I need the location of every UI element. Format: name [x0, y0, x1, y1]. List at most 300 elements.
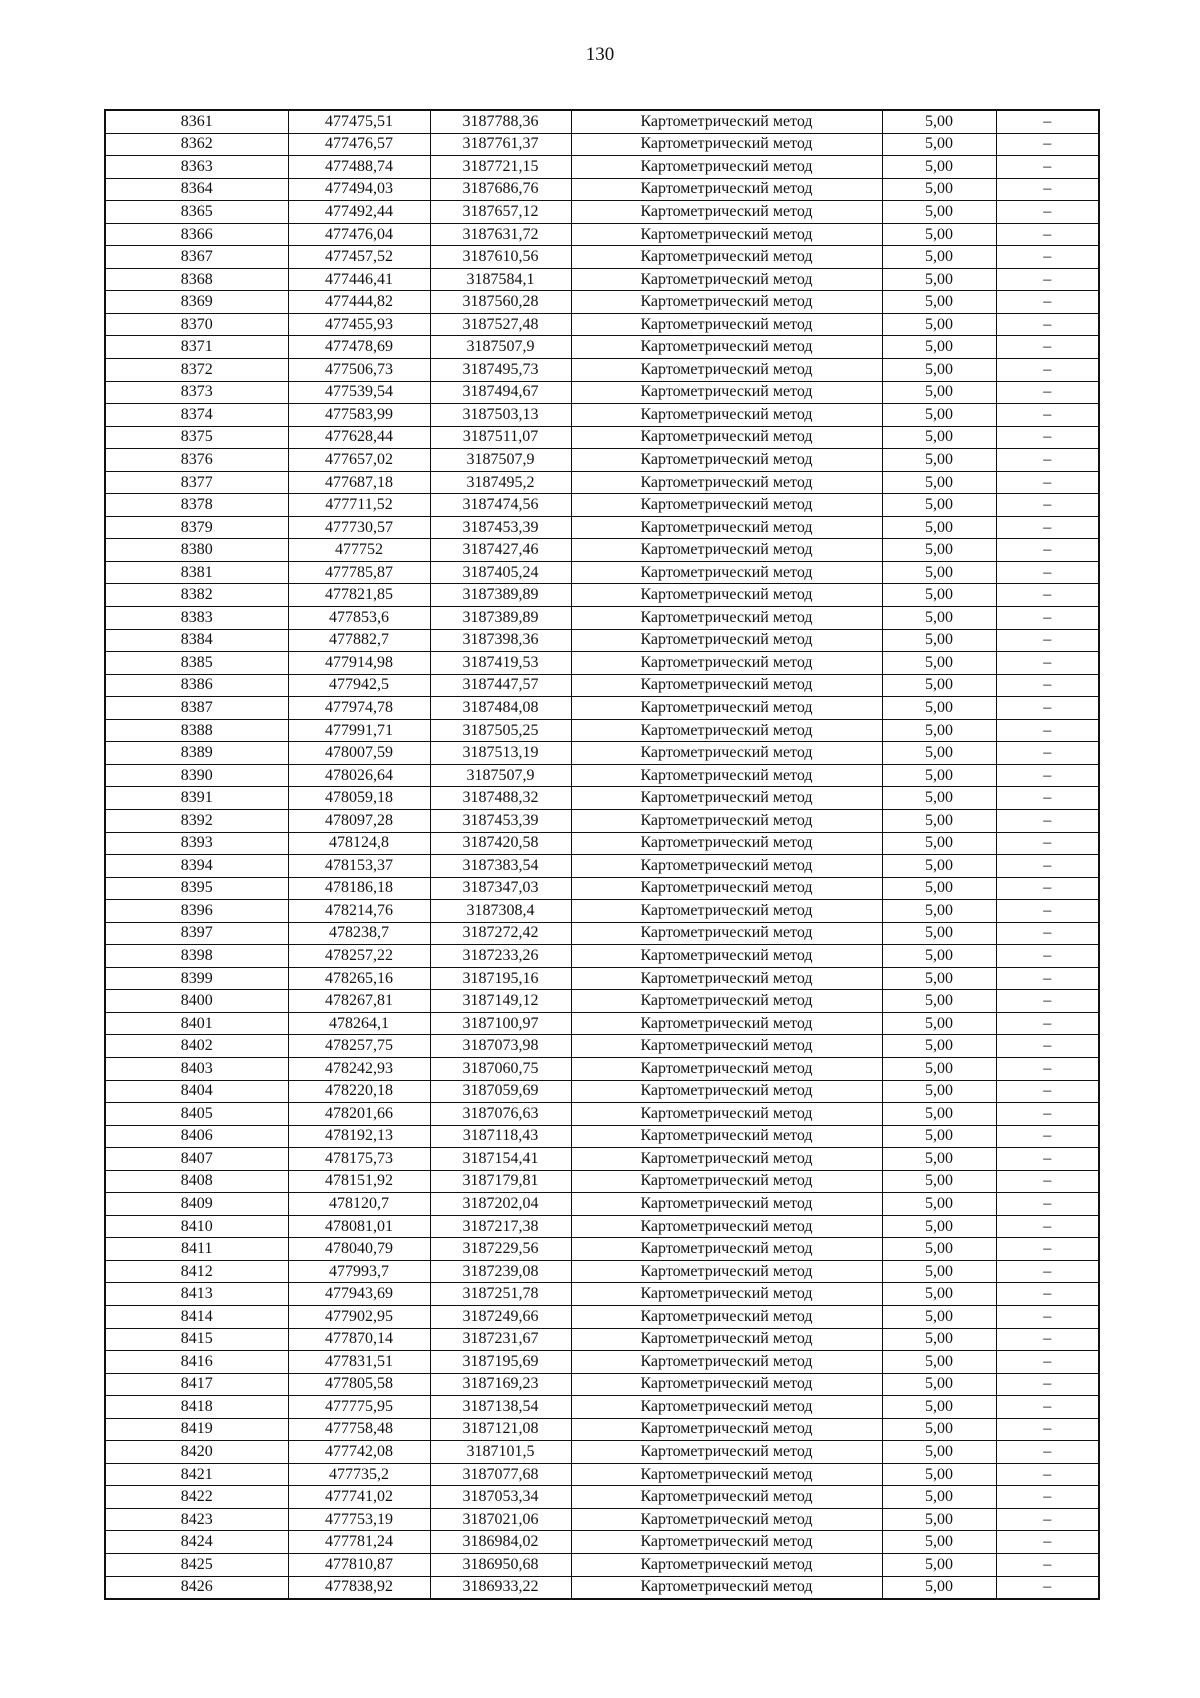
y-coordinate-cell: 3187202,04	[430, 1193, 571, 1216]
table-row	[105, 719, 1099, 742]
y-coordinate-cell: 3187474,56	[430, 494, 571, 517]
method-cell: Картометрический метод	[571, 809, 882, 832]
y-coordinate-cell: 3187560,28	[430, 291, 571, 314]
note-cell: –	[996, 426, 1099, 449]
method-cell: Картометрический метод	[571, 1012, 882, 1035]
x-coordinate-cell: 477831,51	[288, 1351, 430, 1374]
method-cell: Картометрический метод	[571, 404, 882, 427]
method-cell: Картометрический метод	[571, 336, 882, 359]
accuracy-cell: 5,00	[882, 719, 996, 742]
accuracy-cell: 5,00	[882, 900, 996, 923]
y-coordinate-cell: 3187060,75	[430, 1057, 571, 1080]
note-cell: –	[996, 178, 1099, 201]
point-number-cell: 8375	[105, 426, 288, 449]
point-number-cell: 8410	[105, 1215, 288, 1238]
y-coordinate-cell: 3186933,22	[430, 1576, 571, 1599]
method-cell: Картометрический метод	[571, 1351, 882, 1374]
accuracy-cell: 5,00	[882, 1396, 996, 1419]
y-coordinate-cell: 3187076,63	[430, 1103, 571, 1126]
method-cell: Картометрический метод	[571, 742, 882, 765]
note-cell: –	[996, 697, 1099, 720]
point-number-cell: 8403	[105, 1057, 288, 1080]
y-coordinate-cell: 3187503,13	[430, 404, 571, 427]
x-coordinate-cell: 478097,28	[288, 809, 430, 832]
note-cell: –	[996, 1554, 1099, 1577]
x-coordinate-cell: 477444,82	[288, 291, 430, 314]
y-coordinate-cell: 3187686,76	[430, 178, 571, 201]
note-cell: –	[996, 877, 1099, 900]
x-coordinate-cell: 477902,95	[288, 1305, 430, 1328]
accuracy-cell: 5,00	[882, 1080, 996, 1103]
note-cell: –	[996, 1373, 1099, 1396]
note-cell: –	[996, 967, 1099, 990]
x-coordinate-cell: 477821,85	[288, 584, 430, 607]
note-cell: –	[996, 1215, 1099, 1238]
point-number-cell: 8369	[105, 291, 288, 314]
note-cell: –	[996, 133, 1099, 156]
note-cell: –	[996, 1351, 1099, 1374]
y-coordinate-cell: 3187488,32	[430, 787, 571, 810]
x-coordinate-cell: 477475,51	[288, 110, 430, 133]
accuracy-cell: 5,00	[882, 1418, 996, 1441]
accuracy-cell: 5,00	[882, 223, 996, 246]
method-cell: Картометрический метод	[571, 1463, 882, 1486]
y-coordinate-cell: 3187100,97	[430, 1012, 571, 1035]
method-cell: Картометрический метод	[571, 1103, 882, 1126]
table-row	[105, 832, 1099, 855]
method-cell: Картометрический метод	[571, 1193, 882, 1216]
point-number-cell: 8397	[105, 922, 288, 945]
table-row	[105, 404, 1099, 427]
x-coordinate-cell: 477742,08	[288, 1441, 430, 1464]
y-coordinate-cell: 3187721,15	[430, 156, 571, 179]
method-cell: Картометрический метод	[571, 268, 882, 291]
accuracy-cell: 5,00	[882, 1170, 996, 1193]
y-coordinate-cell: 3187138,54	[430, 1396, 571, 1419]
note-cell: –	[996, 336, 1099, 359]
accuracy-cell: 5,00	[882, 1554, 996, 1577]
x-coordinate-cell: 478151,92	[288, 1170, 430, 1193]
note-cell: –	[996, 268, 1099, 291]
note-cell: –	[996, 945, 1099, 968]
y-coordinate-cell: 3187383,54	[430, 855, 571, 878]
accuracy-cell: 5,00	[882, 832, 996, 855]
point-number-cell: 8381	[105, 561, 288, 584]
point-number-cell: 8372	[105, 359, 288, 382]
note-cell: –	[996, 1260, 1099, 1283]
table-row	[105, 1305, 1099, 1328]
accuracy-cell: 5,00	[882, 809, 996, 832]
point-number-cell: 8386	[105, 674, 288, 697]
accuracy-cell: 5,00	[882, 313, 996, 336]
y-coordinate-cell: 3187021,06	[430, 1508, 571, 1531]
accuracy-cell: 5,00	[882, 426, 996, 449]
point-number-cell: 8420	[105, 1441, 288, 1464]
accuracy-cell: 5,00	[882, 1351, 996, 1374]
method-cell: Картометрический метод	[571, 1441, 882, 1464]
point-number-cell: 8411	[105, 1238, 288, 1261]
point-number-cell: 8389	[105, 742, 288, 765]
y-coordinate-cell: 3187405,24	[430, 561, 571, 584]
accuracy-cell: 5,00	[882, 1305, 996, 1328]
point-number-cell: 8426	[105, 1576, 288, 1599]
table-row	[105, 900, 1099, 923]
table-row	[105, 629, 1099, 652]
x-coordinate-cell: 477446,41	[288, 268, 430, 291]
table-row	[105, 471, 1099, 494]
y-coordinate-cell: 3187251,78	[430, 1283, 571, 1306]
point-number-cell: 8419	[105, 1418, 288, 1441]
table-row	[105, 539, 1099, 562]
table-row	[105, 426, 1099, 449]
y-coordinate-cell: 3187249,66	[430, 1305, 571, 1328]
method-cell: Картометрический метод	[571, 990, 882, 1013]
accuracy-cell: 5,00	[882, 764, 996, 787]
x-coordinate-cell: 477476,04	[288, 223, 430, 246]
y-coordinate-cell: 3187077,68	[430, 1463, 571, 1486]
x-coordinate-cell: 478153,37	[288, 855, 430, 878]
note-cell: –	[996, 990, 1099, 1013]
note-cell: –	[996, 1328, 1099, 1351]
y-coordinate-cell: 3187453,39	[430, 809, 571, 832]
method-cell: Картометрический метод	[571, 787, 882, 810]
method-cell: Картометрический метод	[571, 584, 882, 607]
accuracy-cell: 5,00	[882, 674, 996, 697]
point-number-cell: 8391	[105, 787, 288, 810]
table-row	[105, 336, 1099, 359]
point-number-cell: 8385	[105, 652, 288, 675]
note-cell: –	[996, 471, 1099, 494]
accuracy-cell: 5,00	[882, 1057, 996, 1080]
method-cell: Картометрический метод	[571, 652, 882, 675]
x-coordinate-cell: 478214,76	[288, 900, 430, 923]
point-number-cell: 8365	[105, 201, 288, 224]
point-number-cell: 8368	[105, 268, 288, 291]
note-cell: –	[996, 201, 1099, 224]
method-cell: Картометрический метод	[571, 719, 882, 742]
table-row	[105, 110, 1099, 133]
method-cell: Картометрический метод	[571, 426, 882, 449]
y-coordinate-cell: 3187217,38	[430, 1215, 571, 1238]
note-cell: –	[996, 855, 1099, 878]
x-coordinate-cell: 477730,57	[288, 516, 430, 539]
table-row	[105, 1148, 1099, 1171]
table-row	[105, 133, 1099, 156]
note-cell: –	[996, 607, 1099, 630]
y-coordinate-cell: 3187195,16	[430, 967, 571, 990]
point-number-cell: 8423	[105, 1508, 288, 1531]
table-row	[105, 945, 1099, 968]
note-cell: –	[996, 110, 1099, 133]
point-number-cell: 8421	[105, 1463, 288, 1486]
y-coordinate-cell: 3187053,34	[430, 1486, 571, 1509]
method-cell: Картометрический метод	[571, 1486, 882, 1509]
note-cell: –	[996, 1170, 1099, 1193]
table-row	[105, 855, 1099, 878]
table-row	[105, 809, 1099, 832]
y-coordinate-cell: 3187657,12	[430, 201, 571, 224]
note-cell: –	[996, 494, 1099, 517]
table-row	[105, 268, 1099, 291]
x-coordinate-cell: 477810,87	[288, 1554, 430, 1577]
accuracy-cell: 5,00	[882, 787, 996, 810]
accuracy-cell: 5,00	[882, 246, 996, 269]
accuracy-cell: 5,00	[882, 156, 996, 179]
x-coordinate-cell: 477991,71	[288, 719, 430, 742]
x-coordinate-cell: 478201,66	[288, 1103, 430, 1126]
x-coordinate-cell: 478081,01	[288, 1215, 430, 1238]
point-number-cell: 8362	[105, 133, 288, 156]
x-coordinate-cell: 477752	[288, 539, 430, 562]
point-number-cell: 8407	[105, 1148, 288, 1171]
note-cell: –	[996, 404, 1099, 427]
point-number-cell: 8414	[105, 1305, 288, 1328]
note-cell: –	[996, 246, 1099, 269]
accuracy-cell: 5,00	[882, 1125, 996, 1148]
table-row	[105, 787, 1099, 810]
x-coordinate-cell: 477628,44	[288, 426, 430, 449]
page-number: 130	[585, 44, 615, 65]
note-cell: –	[996, 1283, 1099, 1306]
table-row	[105, 1463, 1099, 1486]
table-body	[105, 110, 1099, 1599]
y-coordinate-cell: 3187495,2	[430, 471, 571, 494]
accuracy-cell: 5,00	[882, 967, 996, 990]
x-coordinate-cell: 477457,52	[288, 246, 430, 269]
point-number-cell: 8402	[105, 1035, 288, 1058]
method-cell: Картометрический метод	[571, 832, 882, 855]
method-cell: Картометрический метод	[571, 561, 882, 584]
point-number-cell: 8424	[105, 1531, 288, 1554]
method-cell: Картометрический метод	[571, 674, 882, 697]
x-coordinate-cell: 477753,19	[288, 1508, 430, 1531]
y-coordinate-cell: 3187169,23	[430, 1373, 571, 1396]
method-cell: Картометрический метод	[571, 381, 882, 404]
y-coordinate-cell: 3187494,67	[430, 381, 571, 404]
x-coordinate-cell: 478257,75	[288, 1035, 430, 1058]
point-number-cell: 8406	[105, 1125, 288, 1148]
table-row	[105, 246, 1099, 269]
method-cell: Картометрический метод	[571, 359, 882, 382]
y-coordinate-cell: 3187195,69	[430, 1351, 571, 1374]
method-cell: Картометрический метод	[571, 1080, 882, 1103]
x-coordinate-cell: 478242,93	[288, 1057, 430, 1080]
note-cell: –	[996, 1148, 1099, 1171]
y-coordinate-cell: 3187059,69	[430, 1080, 571, 1103]
accuracy-cell: 5,00	[882, 404, 996, 427]
point-number-cell: 8374	[105, 404, 288, 427]
point-number-cell: 8404	[105, 1080, 288, 1103]
table-row	[105, 494, 1099, 517]
method-cell: Картометрический метод	[571, 697, 882, 720]
accuracy-cell: 5,00	[882, 178, 996, 201]
note-cell: –	[996, 809, 1099, 832]
accuracy-cell: 5,00	[882, 381, 996, 404]
accuracy-cell: 5,00	[882, 1103, 996, 1126]
x-coordinate-cell: 477914,98	[288, 652, 430, 675]
x-coordinate-cell: 478264,1	[288, 1012, 430, 1035]
accuracy-cell: 5,00	[882, 1012, 996, 1035]
accuracy-cell: 5,00	[882, 359, 996, 382]
x-coordinate-cell: 478120,7	[288, 1193, 430, 1216]
point-number-cell: 8383	[105, 607, 288, 630]
point-number-cell: 8388	[105, 719, 288, 742]
y-coordinate-cell: 3187495,73	[430, 359, 571, 382]
method-cell: Картометрический метод	[571, 1148, 882, 1171]
point-number-cell: 8418	[105, 1396, 288, 1419]
x-coordinate-cell: 477657,02	[288, 449, 430, 472]
x-coordinate-cell: 477539,54	[288, 381, 430, 404]
point-number-cell: 8390	[105, 764, 288, 787]
note-cell: –	[996, 719, 1099, 742]
table-row	[105, 561, 1099, 584]
point-number-cell: 8398	[105, 945, 288, 968]
accuracy-cell: 5,00	[882, 494, 996, 517]
accuracy-cell: 5,00	[882, 539, 996, 562]
x-coordinate-cell: 477488,74	[288, 156, 430, 179]
table-row	[105, 1441, 1099, 1464]
y-coordinate-cell: 3187584,1	[430, 268, 571, 291]
y-coordinate-cell: 3187453,39	[430, 516, 571, 539]
note-cell: –	[996, 156, 1099, 179]
x-coordinate-cell: 477476,57	[288, 133, 430, 156]
x-coordinate-cell: 478257,22	[288, 945, 430, 968]
method-cell: Картометрический метод	[571, 201, 882, 224]
accuracy-cell: 5,00	[882, 1193, 996, 1216]
y-coordinate-cell: 3186984,02	[430, 1531, 571, 1554]
y-coordinate-cell: 3186950,68	[430, 1554, 571, 1577]
point-number-cell: 8364	[105, 178, 288, 201]
method-cell: Картометрический метод	[571, 291, 882, 314]
y-coordinate-cell: 3187507,9	[430, 764, 571, 787]
note-cell: –	[996, 1103, 1099, 1126]
point-number-cell: 8392	[105, 809, 288, 832]
x-coordinate-cell: 477853,6	[288, 607, 430, 630]
table-row	[105, 1080, 1099, 1103]
y-coordinate-cell: 3187527,48	[430, 313, 571, 336]
accuracy-cell: 5,00	[882, 1283, 996, 1306]
note-cell: –	[996, 1486, 1099, 1509]
point-number-cell: 8408	[105, 1170, 288, 1193]
accuracy-cell: 5,00	[882, 449, 996, 472]
accuracy-cell: 5,00	[882, 1215, 996, 1238]
table-row	[105, 1283, 1099, 1306]
y-coordinate-cell: 3187229,56	[430, 1238, 571, 1261]
note-cell: –	[996, 652, 1099, 675]
method-cell: Картометрический метод	[571, 945, 882, 968]
point-number-cell: 8405	[105, 1103, 288, 1126]
x-coordinate-cell: 477478,69	[288, 336, 430, 359]
table-row	[105, 201, 1099, 224]
accuracy-cell: 5,00	[882, 607, 996, 630]
x-coordinate-cell: 477974,78	[288, 697, 430, 720]
table-row	[105, 1238, 1099, 1261]
accuracy-cell: 5,00	[882, 855, 996, 878]
point-number-cell: 8417	[105, 1373, 288, 1396]
accuracy-cell: 5,00	[882, 336, 996, 359]
method-cell: Картометрический метод	[571, 1238, 882, 1261]
x-coordinate-cell: 478220,18	[288, 1080, 430, 1103]
point-number-cell: 8396	[105, 900, 288, 923]
table-row	[105, 1057, 1099, 1080]
table-row	[105, 359, 1099, 382]
method-cell: Картометрический метод	[571, 1373, 882, 1396]
note-cell: –	[996, 764, 1099, 787]
y-coordinate-cell: 3187427,46	[430, 539, 571, 562]
point-number-cell: 8395	[105, 877, 288, 900]
point-number-cell: 8367	[105, 246, 288, 269]
table-row	[105, 313, 1099, 336]
accuracy-cell: 5,00	[882, 742, 996, 765]
table-row	[105, 967, 1099, 990]
point-number-cell: 8394	[105, 855, 288, 878]
y-coordinate-cell: 3187118,43	[430, 1125, 571, 1148]
accuracy-cell: 5,00	[882, 1576, 996, 1599]
x-coordinate-cell: 477494,03	[288, 178, 430, 201]
table-row	[105, 742, 1099, 765]
accuracy-cell: 5,00	[882, 1035, 996, 1058]
table-row	[105, 1193, 1099, 1216]
point-number-cell: 8400	[105, 990, 288, 1013]
y-coordinate-cell: 3187484,08	[430, 697, 571, 720]
y-coordinate-cell: 3187389,89	[430, 584, 571, 607]
table-row	[105, 1328, 1099, 1351]
accuracy-cell: 5,00	[882, 697, 996, 720]
accuracy-cell: 5,00	[882, 291, 996, 314]
point-number-cell: 8378	[105, 494, 288, 517]
table-row	[105, 1418, 1099, 1441]
table-row	[105, 1012, 1099, 1035]
x-coordinate-cell: 477943,69	[288, 1283, 430, 1306]
method-cell: Картометрический метод	[571, 156, 882, 179]
point-number-cell: 8425	[105, 1554, 288, 1577]
table-row	[105, 1260, 1099, 1283]
table-row	[105, 381, 1099, 404]
y-coordinate-cell: 3187149,12	[430, 990, 571, 1013]
x-coordinate-cell: 477741,02	[288, 1486, 430, 1509]
method-cell: Картометрический метод	[571, 877, 882, 900]
note-cell: –	[996, 1396, 1099, 1419]
table-row	[105, 1576, 1099, 1599]
y-coordinate-cell: 3187610,56	[430, 246, 571, 269]
note-cell: –	[996, 1193, 1099, 1216]
note-cell: –	[996, 516, 1099, 539]
point-number-cell: 8401	[105, 1012, 288, 1035]
method-cell: Картометрический метод	[571, 1125, 882, 1148]
table-row	[105, 449, 1099, 472]
x-coordinate-cell: 477583,99	[288, 404, 430, 427]
table-row	[105, 178, 1099, 201]
x-coordinate-cell: 477758,48	[288, 1418, 430, 1441]
note-cell: –	[996, 291, 1099, 314]
x-coordinate-cell: 477492,44	[288, 201, 430, 224]
table-row	[105, 1486, 1099, 1509]
table-row	[105, 652, 1099, 675]
y-coordinate-cell: 3187507,9	[430, 336, 571, 359]
note-cell: –	[996, 629, 1099, 652]
y-coordinate-cell: 3187073,98	[430, 1035, 571, 1058]
table-row	[105, 1103, 1099, 1126]
table-row	[105, 764, 1099, 787]
accuracy-cell: 5,00	[882, 201, 996, 224]
x-coordinate-cell: 477711,52	[288, 494, 430, 517]
point-number-cell: 8415	[105, 1328, 288, 1351]
y-coordinate-cell: 3187272,42	[430, 922, 571, 945]
method-cell: Картометрический метод	[571, 1305, 882, 1328]
point-number-cell: 8387	[105, 697, 288, 720]
method-cell: Картометрический метод	[571, 1328, 882, 1351]
note-cell: –	[996, 1125, 1099, 1148]
